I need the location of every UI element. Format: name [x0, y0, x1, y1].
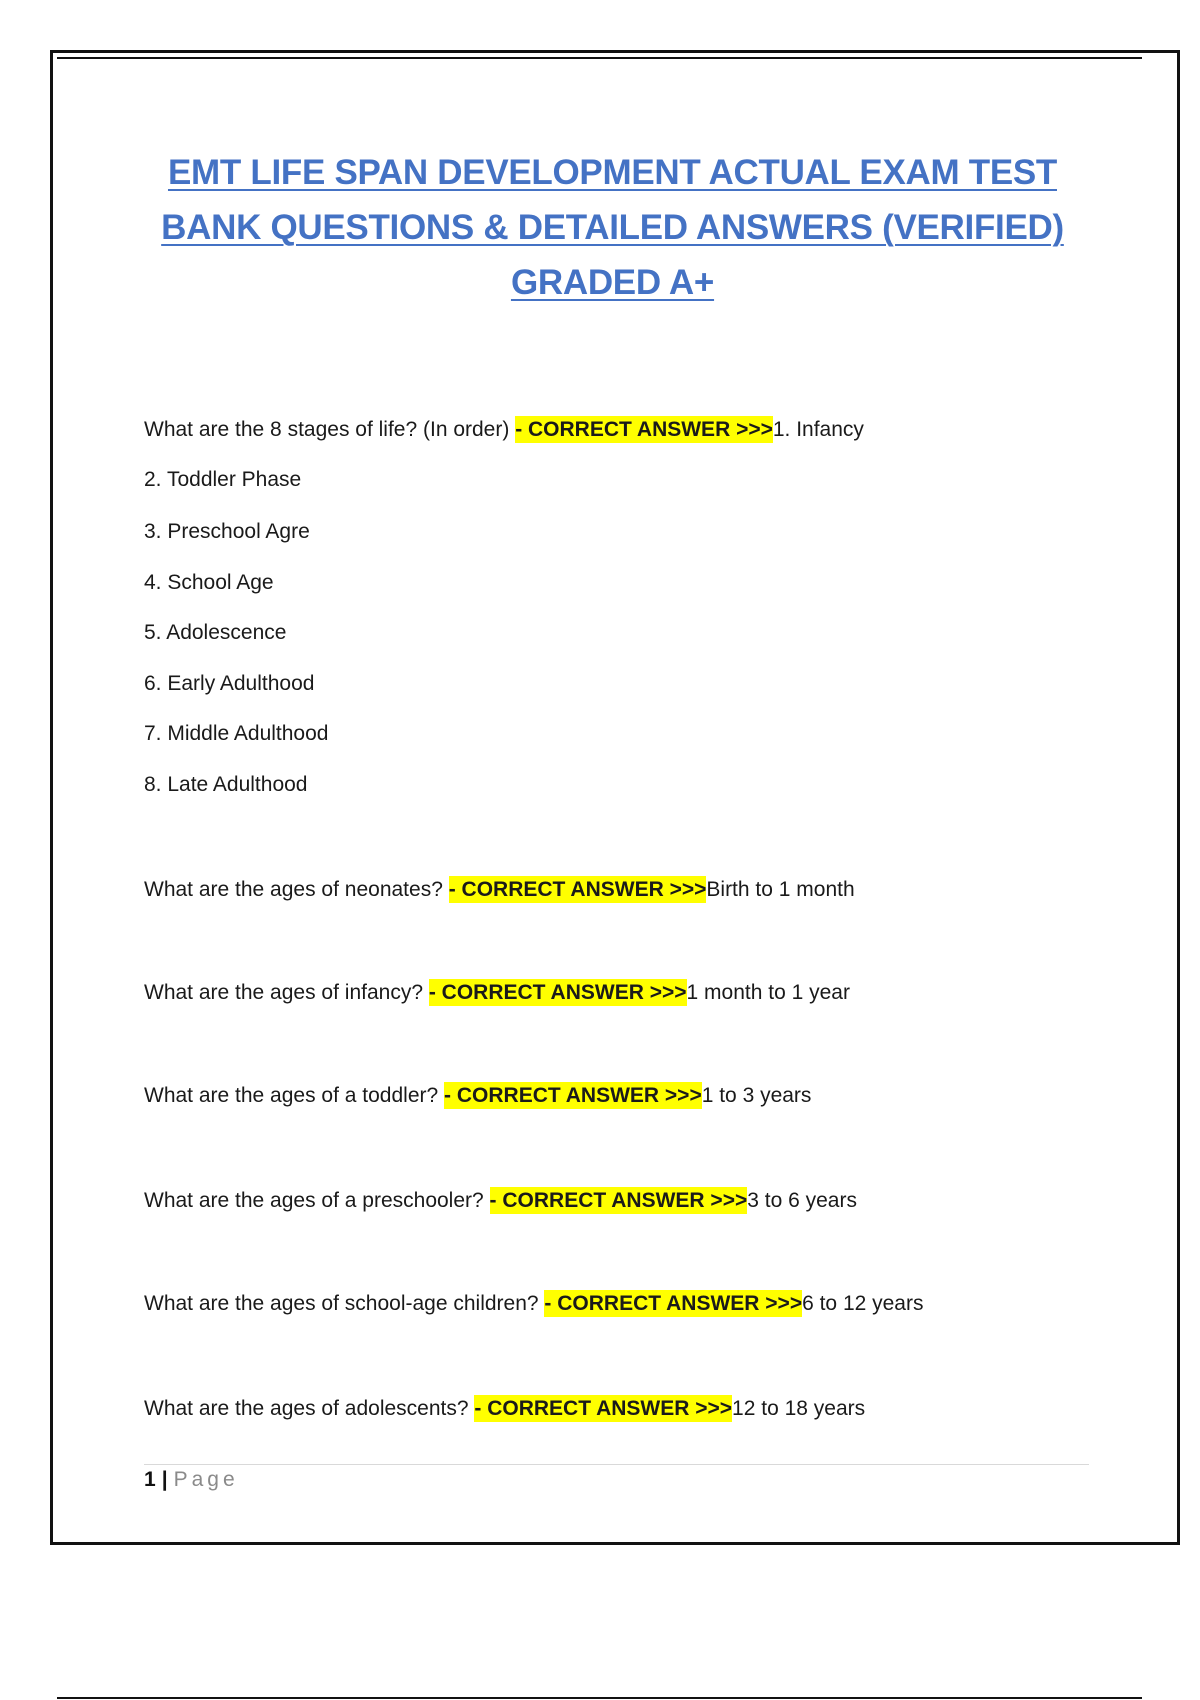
- correct-answer-marker: - CORRECT ANSWER >>>: [515, 418, 773, 441]
- qa-item: [144, 1187, 857, 1215]
- correct-answer-marker: - CORRECT ANSWER >>>: [448, 878, 707, 901]
- question-text: What are the ages of infancy?: [144, 981, 429, 1004]
- page-number: 1: [144, 1468, 156, 1491]
- title-line: GRADED A+: [510, 263, 715, 302]
- qa-item: [144, 1290, 923, 1318]
- document-title: [100, 145, 1125, 310]
- stage-item: 5. Adolescence: [144, 621, 287, 644]
- question-text: What are the ages of adolescents?: [144, 1397, 475, 1420]
- question-text: What are the ages of school-age children?: [144, 1292, 545, 1315]
- answer-text: Birth to 1 month: [706, 878, 855, 901]
- title-line: BANK QUESTIONS & DETAILED ANSWERS (VERIFIED): [161, 208, 1064, 247]
- correct-answer-marker: - CORRECT ANSWER >>>: [544, 1292, 803, 1315]
- question-text: What are the ages of a toddler?: [144, 1084, 445, 1107]
- stage-item: 3. Preschool Agre: [144, 520, 310, 543]
- correct-answer-marker: - CORRECT ANSWER >>>: [428, 981, 687, 1004]
- qa-item: [144, 1082, 811, 1110]
- page-footer: [144, 1466, 239, 1494]
- question-text: What are the 8 stages of life? (In order): [144, 418, 516, 441]
- stage-item: 4. School Age: [144, 571, 274, 594]
- question-text: What are the ages of neonates?: [144, 878, 449, 901]
- qa-item: [144, 876, 855, 904]
- stage-item: 7. Middle Adulthood: [144, 722, 329, 745]
- answer-text: 6 to 12 years: [802, 1292, 924, 1315]
- qa-item: [144, 416, 864, 444]
- stage-item: 8. Late Adulthood: [144, 773, 308, 796]
- question-text: What are the ages of a preschooler?: [144, 1189, 490, 1212]
- stage-item: 2. Toddler Phase: [144, 468, 302, 491]
- top-rule: [57, 57, 1142, 59]
- correct-answer-marker: - CORRECT ANSWER >>>: [474, 1397, 733, 1420]
- footer-separator: |: [161, 1468, 168, 1491]
- qa-item: [144, 979, 850, 1007]
- answer-text: 1 to 3 years: [701, 1084, 812, 1107]
- bottom-rule: [57, 1697, 1142, 1699]
- qa-item: [144, 1395, 865, 1423]
- page-label: Page: [173, 1468, 239, 1491]
- stage-item: 6. Early Adulthood: [144, 672, 315, 695]
- title-line: EMT LIFE SPAN DEVELOPMENT ACTUAL EXAM TEST: [167, 153, 1057, 192]
- correct-answer-marker: - CORRECT ANSWER >>>: [489, 1189, 748, 1212]
- answer-text: 1 month to 1 year: [686, 981, 850, 1004]
- footer-rule: [144, 1464, 1089, 1465]
- answer-text: 3 to 6 years: [747, 1189, 857, 1212]
- answer-text: 12 to 18 years: [732, 1397, 866, 1420]
- correct-answer-marker: - CORRECT ANSWER >>>: [444, 1084, 702, 1107]
- answer-text: 1. Infancy: [772, 418, 864, 441]
